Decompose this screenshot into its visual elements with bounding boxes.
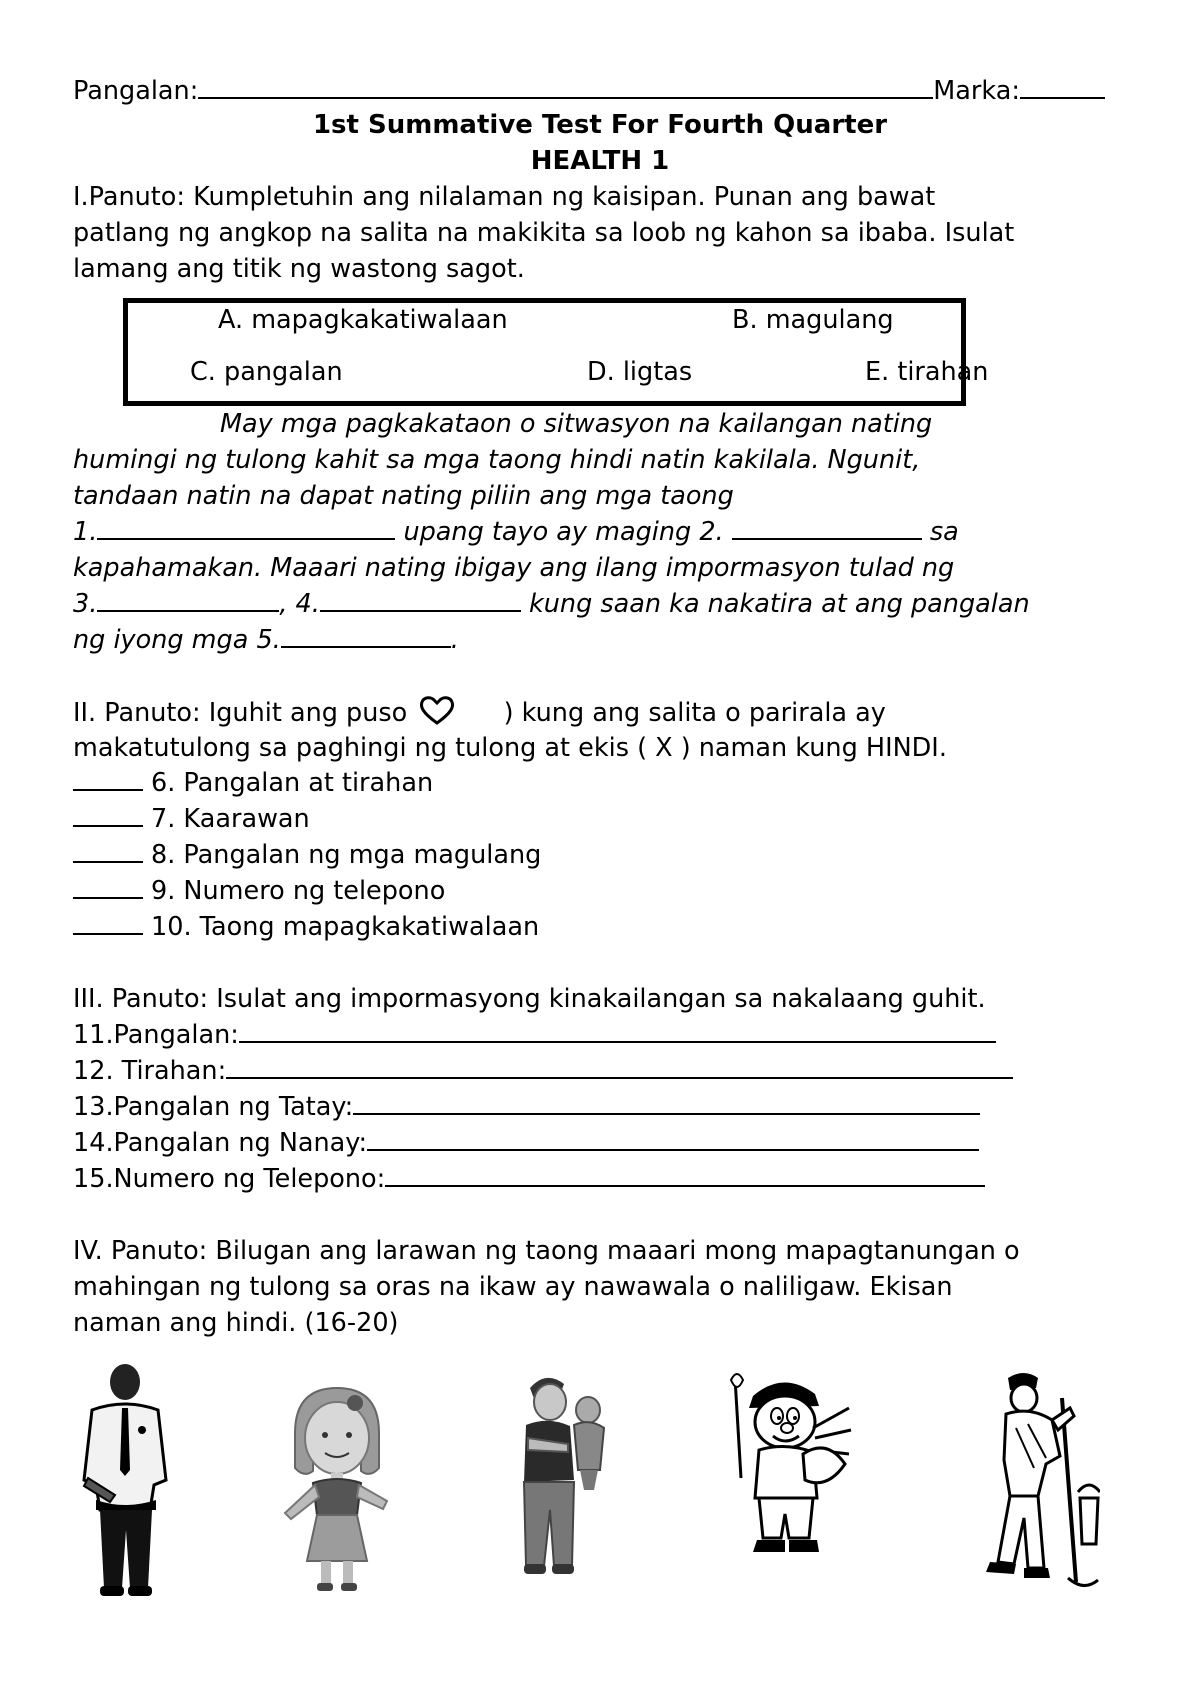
- field-11-label: 11.Pangalan:: [73, 1020, 239, 1050]
- field-11-line[interactable]: [239, 1019, 996, 1043]
- blank-5[interactable]: [281, 624, 451, 648]
- field-12-label: 12. Tirahan:: [73, 1056, 227, 1086]
- item-7-label: 7. Kaarawan: [151, 804, 310, 834]
- girl-icon[interactable]: [275, 1383, 400, 1598]
- field-13-label: 13.Pangalan ng Tatay:: [73, 1092, 354, 1122]
- answer-blank-8[interactable]: [73, 839, 143, 863]
- name-label: Pangalan:: [73, 76, 199, 106]
- blank-1[interactable]: [97, 516, 395, 540]
- part3-instruction: III. Panuto: Isulat ang impormasyong kinakailangan sa nakalaang guhit.: [73, 984, 986, 1014]
- heart-outline-icon: [417, 694, 457, 726]
- passage-line-2: humingi ng tulong kahit sa mga taong hindi natin kakilala. Ngunit,: [73, 445, 921, 475]
- passage-seg-7-end: .: [450, 625, 459, 655]
- part4-instruction-line-1: IV. Panuto: Bilugan ang larawan ng taong maaari mong mapagtanungan o: [73, 1236, 1020, 1266]
- part2-item-7: [73, 801, 310, 837]
- item-8-label: 8. Pangalan ng mga magulang: [151, 840, 542, 870]
- subject-title: HEALTH 1: [530, 146, 670, 176]
- score-blank[interactable]: [1020, 75, 1105, 99]
- answer-blank-7[interactable]: [73, 803, 143, 827]
- passage-line-5: kapahamakan. Maaari nating ibigay ang ilang impormasyon tulad ng: [73, 553, 955, 583]
- passage-line-4: [73, 514, 959, 550]
- passage-seg-after-1: upang tayo ay maging 2.: [395, 517, 732, 547]
- test-title: 1st Summative Test For Fourth Quarter: [312, 110, 888, 140]
- field-15-line[interactable]: [385, 1163, 985, 1187]
- man-carrying-child-icon[interactable]: [508, 1370, 628, 1580]
- street-sweeper-icon[interactable]: [980, 1368, 1100, 1598]
- security-guard-icon[interactable]: [70, 1360, 180, 1600]
- field-14-label: 14.Pangalan ng Nanay:: [73, 1128, 368, 1158]
- passage-seg-after-3: , 4.: [279, 589, 320, 619]
- item-10-label: 10. Taong mapagkakatiwalaan: [151, 912, 540, 942]
- field-15: [73, 1161, 985, 1197]
- field-15-label: 15.Numero ng Telepono:: [73, 1164, 386, 1194]
- answer-blank-9[interactable]: [73, 875, 143, 899]
- passage-line-3: tandaan natin na dapat nating piliin ang mga taong: [73, 481, 734, 511]
- passage-seg-7-start: ng iyong mga 5.: [73, 625, 281, 655]
- blank-2[interactable]: [732, 516, 922, 540]
- name-blank[interactable]: [198, 75, 933, 99]
- field-12-line[interactable]: [226, 1055, 1013, 1079]
- part1-instruction-line-3: lamang ang titik ng wastong sagot.: [73, 254, 525, 284]
- choice-b: B. magulang: [732, 305, 894, 335]
- farmer-boy-icon[interactable]: [723, 1368, 853, 1568]
- blank-3[interactable]: [97, 588, 279, 612]
- blank-4[interactable]: [320, 588, 521, 612]
- answer-blank-6[interactable]: [73, 767, 143, 791]
- item-9-label: 9. Numero ng telepono: [151, 876, 446, 906]
- passage-seg-after-4: kung saan ka nakatira at ang pangalan: [520, 589, 1030, 619]
- part2-instruction-a: II. Panuto: Iguhit ang puso: [73, 698, 408, 728]
- field-12: [73, 1053, 1013, 1089]
- choice-a: A. mapagkakatiwalaan: [218, 305, 508, 335]
- passage-line-7: [73, 622, 459, 658]
- item-6-label: 6. Pangalan at tirahan: [151, 768, 434, 798]
- part2-item-8: [73, 837, 541, 873]
- part1-instruction-line-2: patlang ng angkop na salita na makikita sa loob ng kahon sa ibaba. Isulat: [73, 218, 1015, 248]
- passage-seg-after-2: sa: [921, 517, 959, 547]
- passage-line-6: [73, 586, 1030, 622]
- answer-blank-10[interactable]: [73, 911, 143, 935]
- field-14: [73, 1125, 979, 1161]
- part2-instruction-line-1: [73, 694, 886, 731]
- name-score-line: [73, 73, 1105, 109]
- part2-instruction-line-2: makatutulong sa paghingi ng tulong at ekis ( X ) naman kung HINDI.: [73, 733, 947, 763]
- choice-c: C. pangalan: [190, 357, 343, 387]
- part2-item-10: [73, 909, 539, 945]
- choice-d: D. ligtas: [587, 357, 693, 387]
- part2-instruction-b: ) kung ang salita o parirala ay: [495, 698, 886, 728]
- field-13-line[interactable]: [353, 1091, 980, 1115]
- field-14-line[interactable]: [367, 1127, 979, 1151]
- part2-item-6: [73, 765, 433, 801]
- field-13: [73, 1089, 980, 1125]
- part2-item-9: [73, 873, 445, 909]
- part4-instruction-line-2: mahingan ng tulong sa oras na ikaw ay nawawala o naliligaw. Ekisan: [73, 1272, 953, 1302]
- passage-line-1: May mga pagkakataon o sitwasyon na kailangan nating: [220, 409, 933, 439]
- part4-instruction-line-3: naman ang hindi. (16-20): [73, 1308, 399, 1338]
- part1-instruction-line-1: I.Panuto: Kumpletuhin ang nilalaman ng kaisipan. Punan ang bawat: [73, 182, 936, 212]
- blank-1-number: 1.: [73, 517, 98, 547]
- blank-3-number: 3.: [73, 589, 98, 619]
- field-11: [73, 1017, 996, 1053]
- score-label: Marka:: [933, 76, 1020, 106]
- choice-e: E. tirahan: [865, 357, 989, 387]
